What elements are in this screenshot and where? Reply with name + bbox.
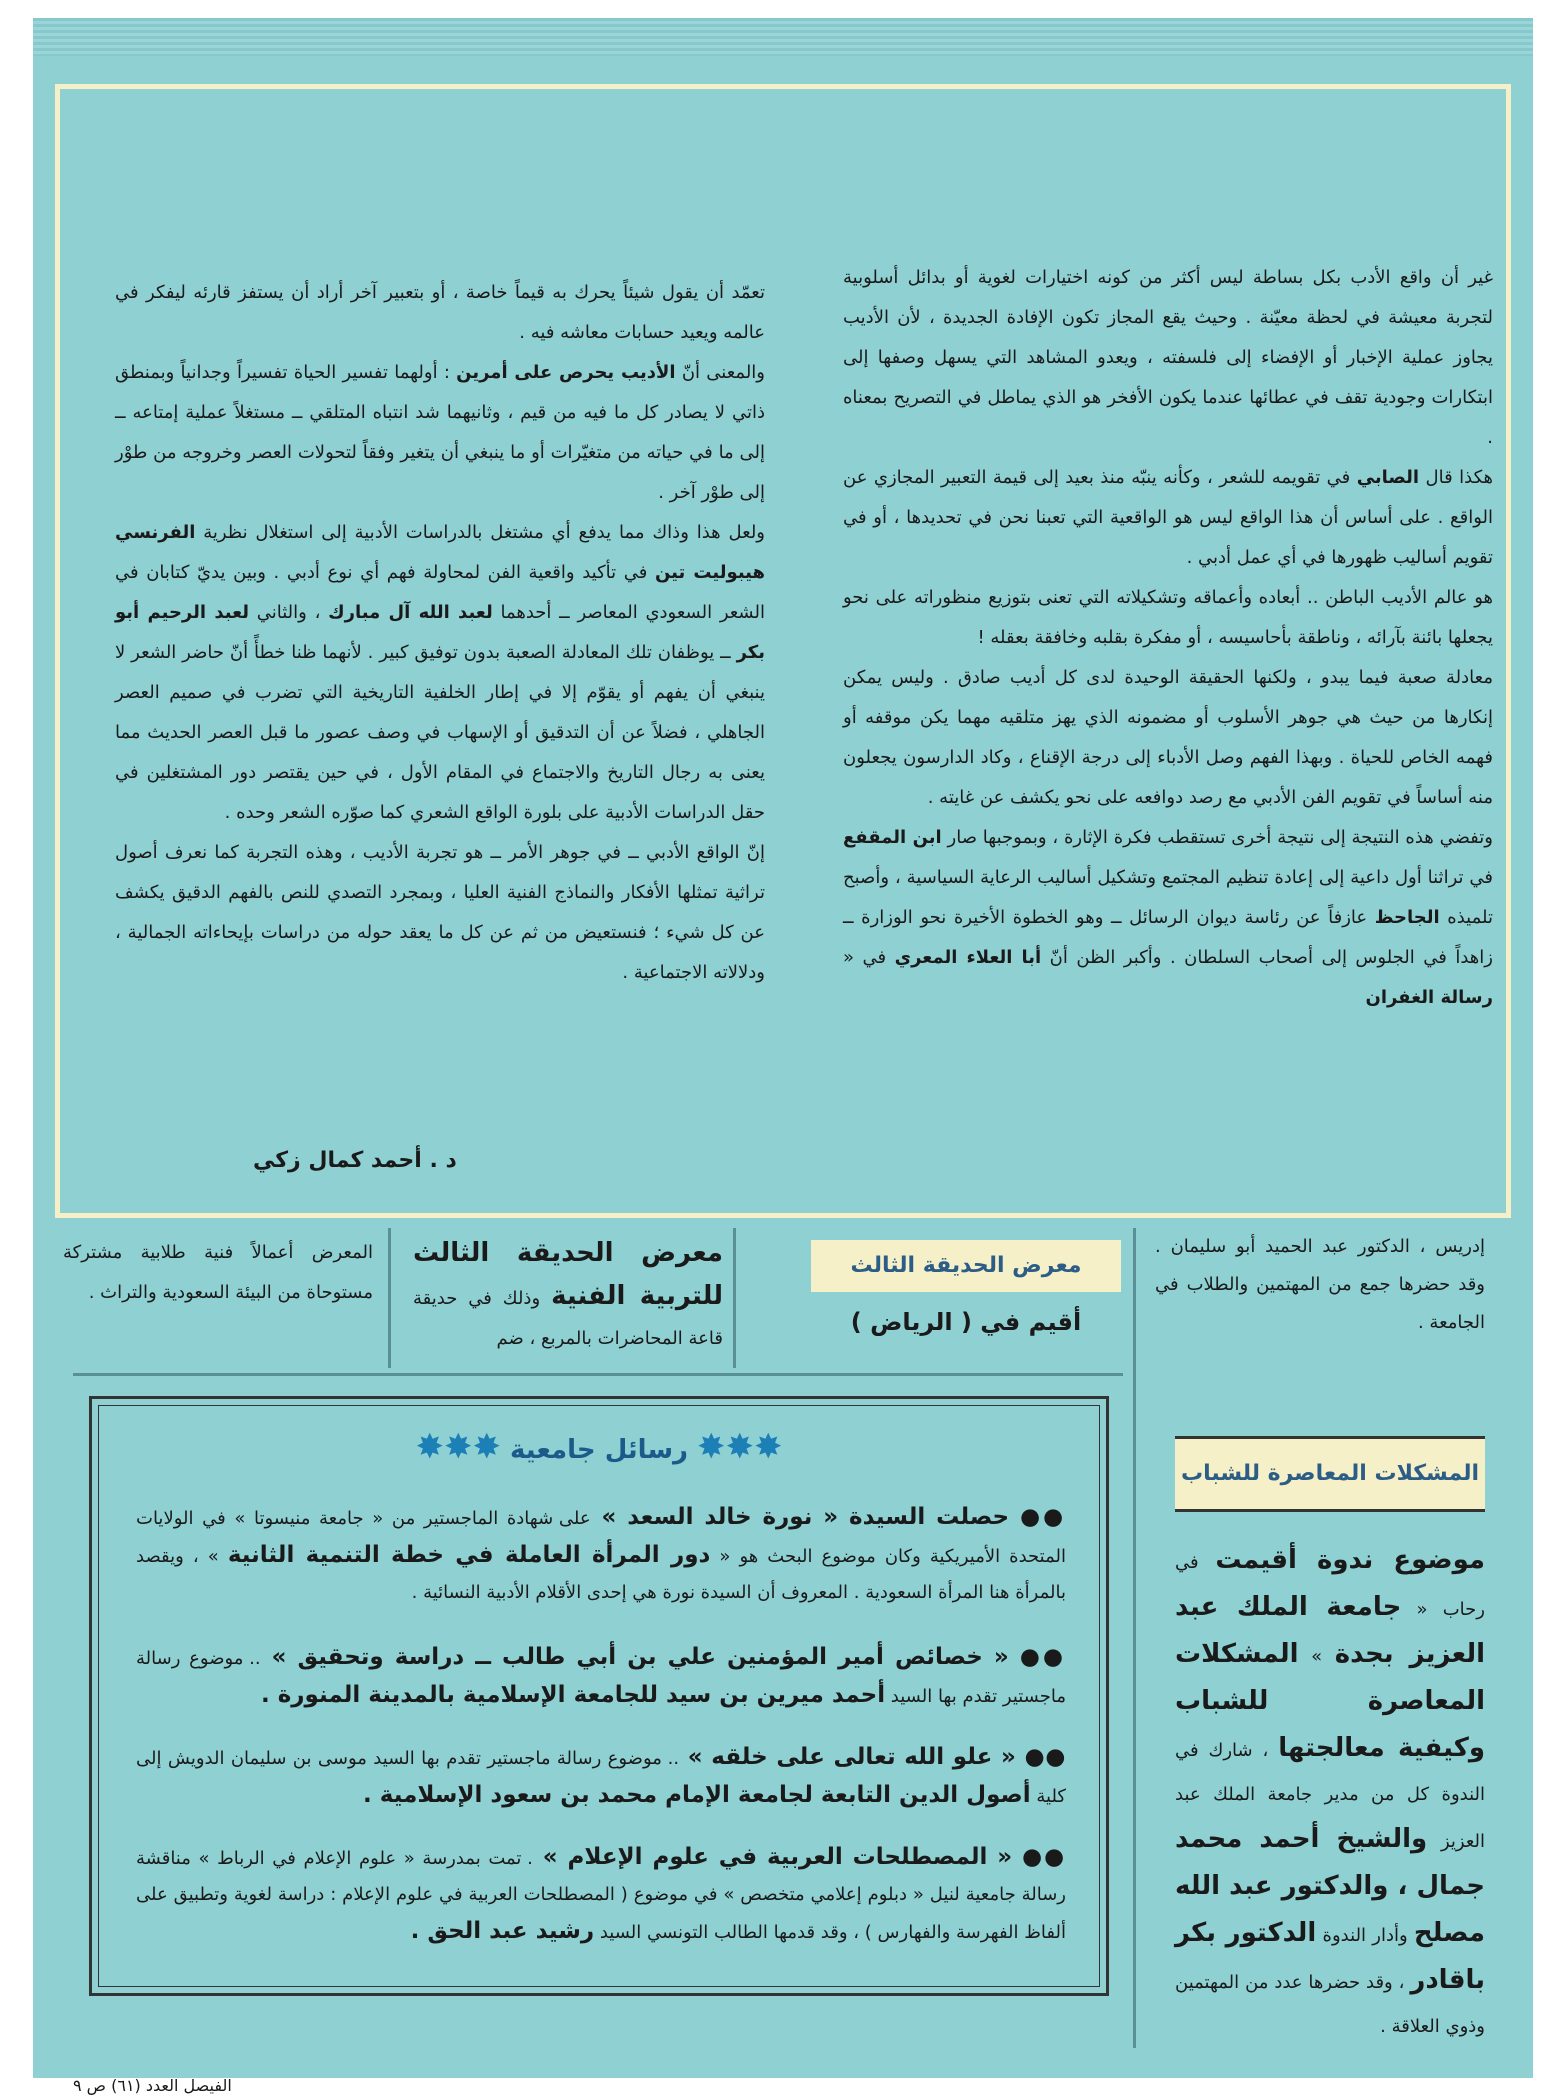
top-band — [33, 18, 1533, 56]
thesis-item: ●● « المصطلحات العربية في علوم الإعلام » . تمت بمدرسة « علوم الإعلام في الرباط » مناقشة رسالة جامعية لنيل « دبلوم إعلامي متخصص » في موضوع ( المصطلحات العربية في علوم الإعلام : دراسة لغوية وتطبيق على ألفاظ الفهرسة والفهارس ) ، وقد قدمها الطالب التونسي السيد رشيد عبد الحق . — [136, 1844, 1066, 1944]
paragraph: تعمّد أن يقول شيئاً يحرك به قيماً خاصة ، أو بتعبير آخر أراد أن يستفز قارئه ليفكر في عالمه ويعيد حسابات معاشه فيه . — [115, 282, 765, 343]
author-signature: د . أحمد كمال زكي — [253, 1148, 457, 1173]
paragraph: وتفضي هذه النتيجة إلى نتيجة أخرى تستقطب فكرة الإثارة ، وبموجبها صار ابن المقفع في تراثنا أول داعية إلى إعادة تنظيم المجتمع وتشكيل أساليب الرعاية السياسية ، وأصبح تلميذه الجاحظ عازفاً عن رئاسة ديوان الرسائل ــ وهو الخطوة الأخيرة نحو الوزارة ــ زاهداً في الجلوس إلى أصحاب السلطان . وأكبر الظن أنّ أبا العلاء المعري في « رسالة الغفران — [843, 827, 1493, 1008]
divider — [1133, 1228, 1136, 2048]
paragraph: معادلة صعبة فيما يبدو ، ولكنها الحقيقة الوحيدة لدى كل أديب صادق . وليس يمكن إنكارها من حيث هي جوهر الأسلوب أو مضمونه الذي يهز متلقيه مهما يكن موقفه أو فهمه الخاص للحياة . وبهذا الفهم وصل الأدباء إلى درجة الإقناع ، وكاد الدارسون يجعلون منه أساساً في تقويم الفن الأدبي مع رصد دوافعه على نحو يكشف عن غايته . — [843, 667, 1493, 808]
article-column-right — [843, 258, 1493, 1018]
paragraph: والمعنى أنّ الأديب يحرص على أمرين : أولهما تفسير الحياة تفسيراً وجدانياً وبمنطق ذاتي لا يصادر كل ما فيه من قيم ، وثانيهما شد انتباه المتلقي ــ مستغلاً عملية إمتاعه ــ إلى ما في حياته من متغيّرات أو ما ينبغي أن يتغير وفقاً لتحولات العصر وخروجه من طوْر إلى طوْر آخر . — [115, 362, 765, 503]
theses-title: ✸✸✸ رسائل جامعية ✸✸✸ — [415, 1427, 783, 1467]
exhibition-body: معرض الحديقة الثالث للتربية الفنية وذلك في حديقة قاعة المحاضرات بالمربع ، ضم — [413, 1238, 723, 1349]
university-theses-box — [89, 1396, 1109, 1996]
thesis-item: ●● « خصائص أمير المؤمنين علي بن أبي طالب ــ دراسة وتحقيق » .. موضوع رسالة ماجستير تقدم بها السيد أحمد ميرين بن سيد للجامعة الإسلامية بالمدينة المنورة . — [136, 1644, 1066, 1708]
divider — [733, 1228, 736, 1368]
seminar-continuation: إدريس ، الدكتور عبد الحميد أبو سليمان . وقد حضرها جمع من المهتمين والطلاب في الجامعة . — [1155, 1236, 1485, 1333]
section-title-youth: المشكلات المعاصرة للشباب — [1175, 1436, 1485, 1512]
youth-seminar-text: موضوع ندوة أقيمت في رحاب « جامعة الملك عبد العزيز بجدة » المشكلات المعاصرة للشباب وكيفية معالجتها ، شارك في الندوة كل من مدير جامعة الملك عبد العزيز والشيخ أحمد محمد جمال ، والدكتور عبد الله مصلح وأدار الندوة الدكتور بكر باقادر ، وقد حضرها عدد من المهتمين وذوي العلاقة . — [1175, 1545, 1485, 2037]
star-icon: ✸✸✸ — [697, 1427, 783, 1467]
divider — [388, 1228, 391, 1368]
magazine-page — [33, 18, 1533, 2095]
paragraph: هو عالم الأديب الباطن .. أبعاده وأعماقه وتشكيلاته التي تعنى بتوزيع منظوراته على نحو يجعلها بائنة بآرائه ، وناطقة بأحاسيسه ، أو مفكرة بقلبه وخافقة بعقله ! — [843, 587, 1493, 648]
paragraph: ولعل هذا وذاك مما يدفع أي مشتغل بالدراسات الأدبية إلى استغلال نظرية الفرنسي هيبوليت تين في تأكيد واقعية الفن لمحاولة فهم أي نوع أدبي . وبين يديّ كتابان في الشعر السعودي المعاصر ــ أحدهما لعبد الله آل مبارك ، والثاني لعبد الرحيم أبو بكر ــ يوظفان تلك المعادلة الصعبة بدون توفيق كبير . لأنهما ظنا خطأً أنّ حاضر الشعر لا ينبغي أن يفهم أو يقوّم إلا في إطار الخلفية التاريخية التي تضرب في صميم العصر الجاهلي ، فضلاً عن أن التدقيق أو الإسهاب في وصف عصور ما قبل العصر الحديث مما يعنى به رجال التاريخ والاجتماع في المقام الأول ، في حين يقتصر دور المشتغلين في حقل الدراسات الأدبية على بلورة الواقع الشعري كما صوّره الشعر وحده . — [115, 522, 765, 823]
exhibition-city: أقيم في ( الرياض ) — [850, 1308, 1082, 1336]
paragraph: غير أن واقع الأدب بكل بساطة ليس أكثر من كونه اختيارات لغوية أو بدائل أسلوبية لتجربة معيشة في لحظة معيّنة . وحيث يقع المجاز تكون الإفادة الجديدة ، لأن الأديب يجاوز عملية الإخبار أو الإفضاء إلى فلسفته ، ويعدو المشاهد التي يسهل وصفها إلى ابتكارات وجودية تقف في عطائها عندما يكون الأفخر هو الذي يماطل في التصريح بمعناه . — [843, 267, 1493, 448]
paragraph: إنّ الواقع الأدبي ــ في جوهر الأمر ــ هو تجربة الأديب ، وهذه التجربة كما نعرف أصول تراثية تمثلها الأفكار والنماذج الفنية العليا ، وبمجرد التصدي للنص بالفهم الدقيق يكشف عن كل شيء ؛ فنستعيض من ثم عن كل ما يعقد حوله من دراسات بإيحاءاته الجمالية ، ودلالاته الاجتماعية . — [115, 842, 765, 983]
exhibition-body-continued: المعرض أعمالاً فنية طلابية مشتركة مستوحاة من البيئة السعودية والتراث . — [63, 1242, 373, 1303]
exhibition-title: معرض الحديقة الثالث — [811, 1240, 1121, 1292]
paragraph: هكذا قال الصابي في تقويمه للشعر ، وكأنه ينبّه منذ بعيد إلى قيمة التعبير المجازي عن الواقع . على أساس أن هذا الواقع ليس هو الواقعية التي تعبنا نحن في تحديدها ، أو في تقويم أساليب ظهورها في أي عمل أدبي . — [843, 467, 1493, 568]
divider — [73, 1373, 1123, 1376]
article-column-left — [115, 273, 765, 993]
star-icon: ✸✸✸ — [415, 1427, 501, 1467]
page-footer: الفيصل العدد (٦١) ص ٩ — [73, 2076, 232, 2095]
thesis-item: ●● « علو الله تعالى على خلقه » .. موضوع رسالة ماجستير تقدم بها السيد موسى بن سليمان الدويش إلى كلية أصول الدين التابعة لجامعة الإمام محمد بن سعود الإسلامية . — [136, 1744, 1066, 1808]
thesis-item: ●● حصلت السيدة « نورة خالد السعد » على شهادة الماجستير من « جامعة منيسوتا » في الولايات المتحدة الأميريكية وكان موضوع البحث هو « دور المرأة العاملة في خطة التنمية الثانية » ، ويقصد بالمرأة هنا المرأة السعودية . المعروف أن السيدة نورة هي إحدى الأقلام الأدبية النسائية . — [136, 1504, 1067, 1603]
